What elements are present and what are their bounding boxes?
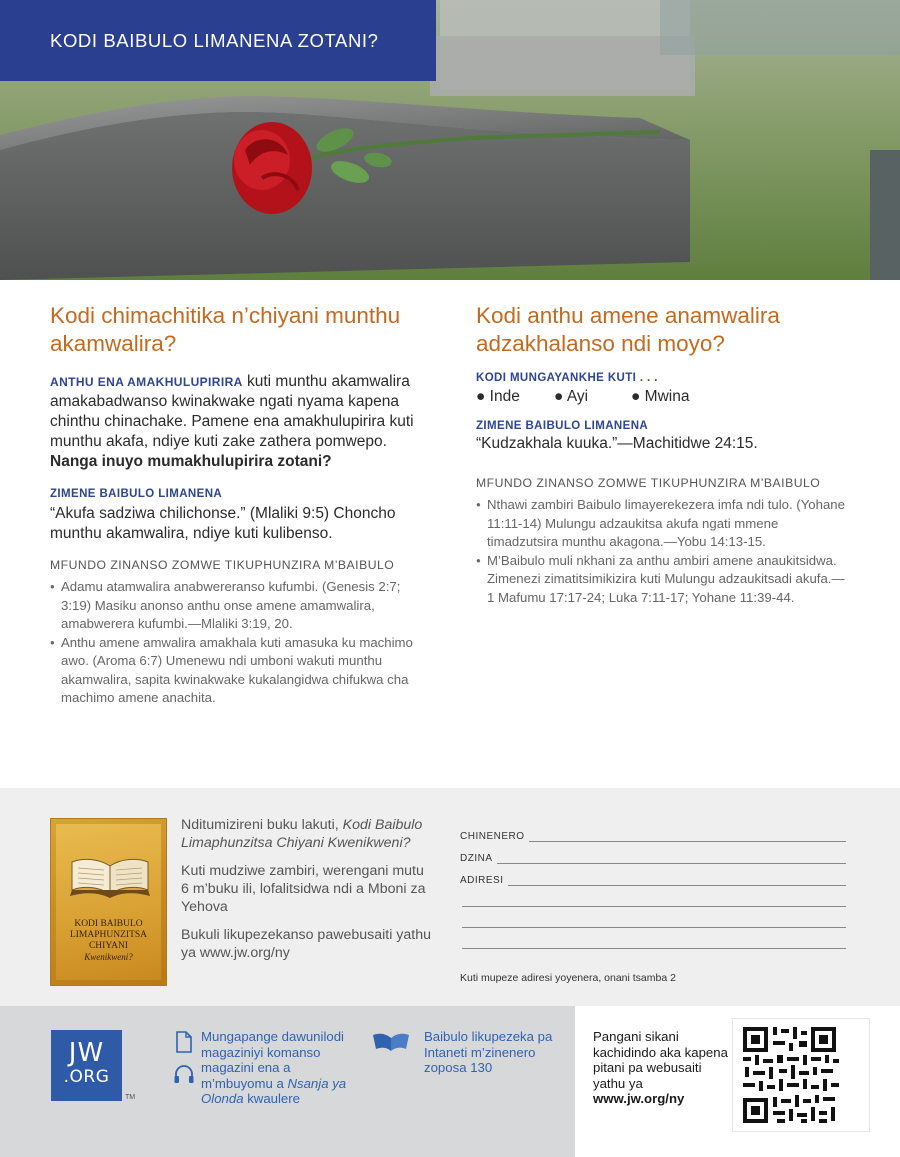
logo-top: JW — [68, 1038, 105, 1068]
logo-bottom: .ORG — [63, 1067, 110, 1087]
open-book-icon — [372, 1030, 410, 1054]
document-icon — [175, 1031, 193, 1053]
book-title-line: KODI BAIBULO — [74, 919, 143, 929]
footer — [0, 1006, 900, 1157]
left-bible-text: “Akufa sadziwa chilichonse.” (Mlaliki 9:5) Choncho munthu akamwalira, ndiye kuti kulibenso. — [50, 505, 396, 542]
left-bible-label: ZIMENE BAIBULO LIMANENA — [50, 488, 223, 500]
request-prefix: Nditumizireni buku lakuti, — [181, 817, 343, 833]
book-title-line: Kwenikweni? — [84, 952, 133, 962]
left-more-heading: MFUNDO ZINANSO ZOMWE TIKUPHUNZIRA M’BAIBULO — [50, 558, 395, 572]
request-book-title: Kodi Baibulo Limaphunzitsa Chiyani Kwenikweni? — [181, 817, 423, 851]
name-label: DZINA — [460, 853, 493, 864]
trademark: TM — [125, 1094, 136, 1101]
download-end: kwaulere — [243, 1091, 300, 1106]
address-note: Kuti mupeze adiresi yoyenera, onani tsamba 2 — [460, 972, 676, 984]
language-line[interactable] — [529, 827, 846, 842]
right-bible-label: ZIMENE BAIBULO LIMANENA — [476, 420, 649, 432]
answer-options — [476, 388, 850, 406]
right-bible-text: “Kudzakhala kuuka.”—Machitidwe 24:15. — [476, 435, 758, 452]
right-question: Kodi anthu amene anamwalira adzakhalanso ndi moyo? — [476, 303, 780, 356]
language-label: CHINENERO — [460, 831, 525, 842]
left-question: Kodi chimachitika n’chiyani munthu akamwalira? — [50, 303, 401, 356]
qr-code-icon[interactable] — [733, 1019, 869, 1131]
list-item: ● Anthu amene amwalira amakhala kuti amasuka ku machimo awo. (Aroma 6:7) Umenewu ndi umboni wakuti munthu akamwalira, sapita kwinakwake kukalangidwa chifukwa cha machimo amene anachita. — [50, 634, 422, 708]
download-text: Mungapange dawunilodi magaziniyi komanso magazini ena a m’mbuyomu a — [201, 1029, 344, 1091]
request-coupon — [0, 788, 900, 1006]
book-cover-image — [50, 818, 167, 986]
qr-url[interactable]: www.jw.org/ny — [593, 1091, 685, 1106]
name-line[interactable] — [497, 849, 847, 864]
hero-image — [0, 0, 900, 280]
left-bullets — [50, 578, 422, 708]
qr-code-graphic — [733, 1019, 869, 1131]
address-line-4[interactable] — [462, 928, 846, 949]
address-line[interactable] — [508, 871, 846, 886]
web-line: Bukuli likupezekanso pawebusaiti yathu ya www.jw.org/ny — [181, 927, 432, 961]
option-no: ● Ayi — [554, 388, 589, 405]
address-field[interactable] — [460, 864, 846, 886]
download-promo[interactable] — [201, 1029, 361, 1107]
option-maybe-label: Mwina — [644, 388, 690, 405]
name-field[interactable] — [460, 842, 846, 864]
option-maybe: ● Mwina — [631, 388, 690, 405]
address-form — [460, 820, 846, 949]
language-field[interactable] — [460, 820, 846, 842]
list-item: ● Nthawi zambiri Baibulo limayerekezera imfa ndi tulo. (Yohane 11:11-14) Mulungu adzaukitsa akufa ngati mmene timadzutsira munthu akagona.—Yobu 14:13-15. — [476, 496, 850, 552]
left-intro-text: kuti munthu akamwalira amakabadwanso kwinakwake ngati nyama kapena chinthu chinachake. Pamene ena amakhulupirira kuti munthu akafa, ndiye kuti zake zathera pomwepo. — [50, 373, 414, 450]
right-column — [476, 302, 850, 607]
book-title-line: LIMAPHUNZITSA — [69, 930, 148, 940]
qr-text: Pangani sikani kachidindo aka kapena pitani pa webusaiti yathu ya — [593, 1029, 728, 1091]
option-no-label: Ayi — [566, 388, 589, 405]
headphones-icon — [173, 1064, 195, 1084]
list-item: ● M’Baibulo muli nkhani za anthu ambiri amene anaukitsidwa. Zimenezi zimatitsimikizira kuti Mulungu adzaukitsadi akufa.—1 Mafumu 17:17-24; Luka 7:11-17; Yohane 11:39-44. — [476, 552, 850, 608]
right-more-heading: MFUNDO ZINANSO ZOMWE TIKUPHUNZIRA M’BAIBULO — [476, 476, 821, 490]
option-yes-label: Inde — [489, 388, 520, 405]
request-line — [181, 816, 431, 852]
online-bible-promo[interactable]: Baibulo likupezeka pa Intaneti m’zinenero zoposa 130 — [424, 1029, 553, 1075]
jw-org-logo[interactable] — [51, 1030, 122, 1101]
banner — [0, 0, 436, 81]
option-yes: ● Inde — [476, 388, 520, 405]
left-intro-label: ANTHU ENA AMAKHULUPIRIRA — [50, 375, 243, 389]
qr-instructions — [593, 1029, 728, 1107]
address-label: ADIRESI — [460, 875, 504, 886]
address-line-2[interactable] — [462, 886, 846, 907]
right-bullets — [476, 496, 850, 607]
left-intro-bold: Nanga inuyo mumakhulupirira zotani? — [50, 453, 332, 470]
book-cover-title — [60, 919, 157, 963]
study-line: Kuti mudziwe zambiri, werengani mutu 6 m’buku ili, lofalitsidwa ndi a Mboni za Yehova — [181, 863, 426, 915]
address-line-3[interactable] — [462, 907, 846, 928]
left-column — [50, 302, 422, 708]
open-bible-illustration — [70, 854, 150, 899]
list-item: ● Adamu atamwalira anabwereranso kufumbi. (Genesis 2:7; 3:19) Masiku anonso anthu onse amene amamwalira, amabwerera kufumbi.—Mlaliki 3:19, 20. — [50, 578, 422, 634]
right-ask-label: KODI MUNGAYANKHE KUTI . . . — [476, 372, 658, 384]
banner-title: KODI BAIBULO LIMANENA ZOTANI? — [50, 29, 379, 51]
left-intro — [50, 372, 422, 472]
book-title-line: CHIYANI — [88, 941, 129, 951]
watchtower-title: Nsanja ya Olonda — [201, 1075, 347, 1106]
book-cover-inner — [56, 824, 161, 980]
coupon-text — [181, 816, 431, 972]
